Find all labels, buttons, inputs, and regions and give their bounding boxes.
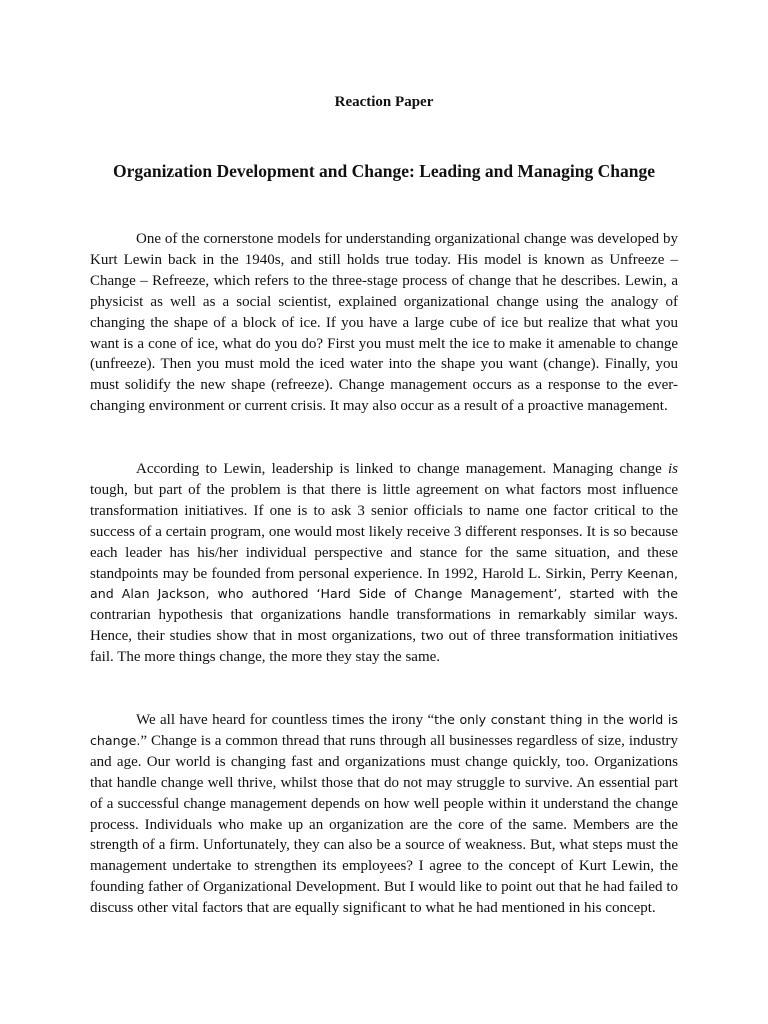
paragraph-1-text: One of the cornerstone models for understanding organizational change was developed by Kurt Lewin back in the 1940s, and still holds true today. His model is known as Unfreeze – Change – Refreeze, which refers to the three-stage process of change that he describes. Lewin, a physicist as well as a social scientist, explained organizational change using the analogy of changing the shape of a block of ice. If you have a large cube of ice but realize that what you want is a cone of ice, what do you do? First you must melt the ice to make it amenable to change (unfreeze). Then you must mold the iced water into the shape you want (change). Finally, you must solidify the new shape (refreeze). Change management occurs as a response to the ever-changing environment or current crisis. It may also occur as a result of a proactive management. [90, 231, 678, 415]
paragraph-3-text-b: ” Change is a common thread that runs through all businesses regardless of size, industry and age. Our world is changing fast and organizations must change quickly, too. Organizations that handle change well thrive, whilst those that do not may struggle to survive. An essential part of a successful change management depends on how well people within it understand the change process. Individuals who make up an organization are the core of the same. Members are the strength of a firm. Unfortunately, they can also be a source of weakness. But, what steps must the management undertake to strengthen its employees? I agree to the concept of Kurt Lewin, the founding father of Organizational Development. But I would like to point out that he had failed to discuss other vital factors that are equally significant to what he had mentioned in his concept. [90, 732, 678, 917]
paragraph-3-text-a: We all have heard for countless times the irony “ [136, 712, 435, 728]
paragraph-2-text-a: According to Lewin, leadership is linked to change management. Managing change [136, 461, 668, 477]
paragraph-3-quote: the only constant thing in the world is change. [90, 712, 678, 748]
paper-type-label: Reaction Paper [334, 94, 434, 110]
paragraph-2 [90, 459, 678, 668]
paragraph-2-handwritten-style-text: Keenan, and Alan Jackson, who authored ‘Hard Side of Change Management’, started with the [90, 565, 678, 602]
paragraph-2-text-c: contrarian hypothesis that organizations handle transformations in remarkably similar ways. Hence, their studies show that in most organizations, two out of three transformation initiatives fail. The more things change, the more they stay the same. [90, 607, 678, 666]
paragraph-3 [90, 710, 678, 919]
paragraph-2-text-b: tough, but part of the problem is that there is little agreement on what factors most influence transformation initiatives. If one is to ask 3 senior officials to name one factor critical to the success of a certain program, one would most likely receive 3 different responses. It is so because each leader has his/her individual perspective and stance for the same situation, and these standpoints may be founded from personal experience. In 1992, Harold L. Sirkin, Perry [90, 481, 678, 582]
paragraph-1 [90, 229, 678, 417]
paragraph-2-italic: is [667, 461, 678, 477]
paper-title: Organization Development and Change: Leading and Managing Change [112, 161, 656, 181]
